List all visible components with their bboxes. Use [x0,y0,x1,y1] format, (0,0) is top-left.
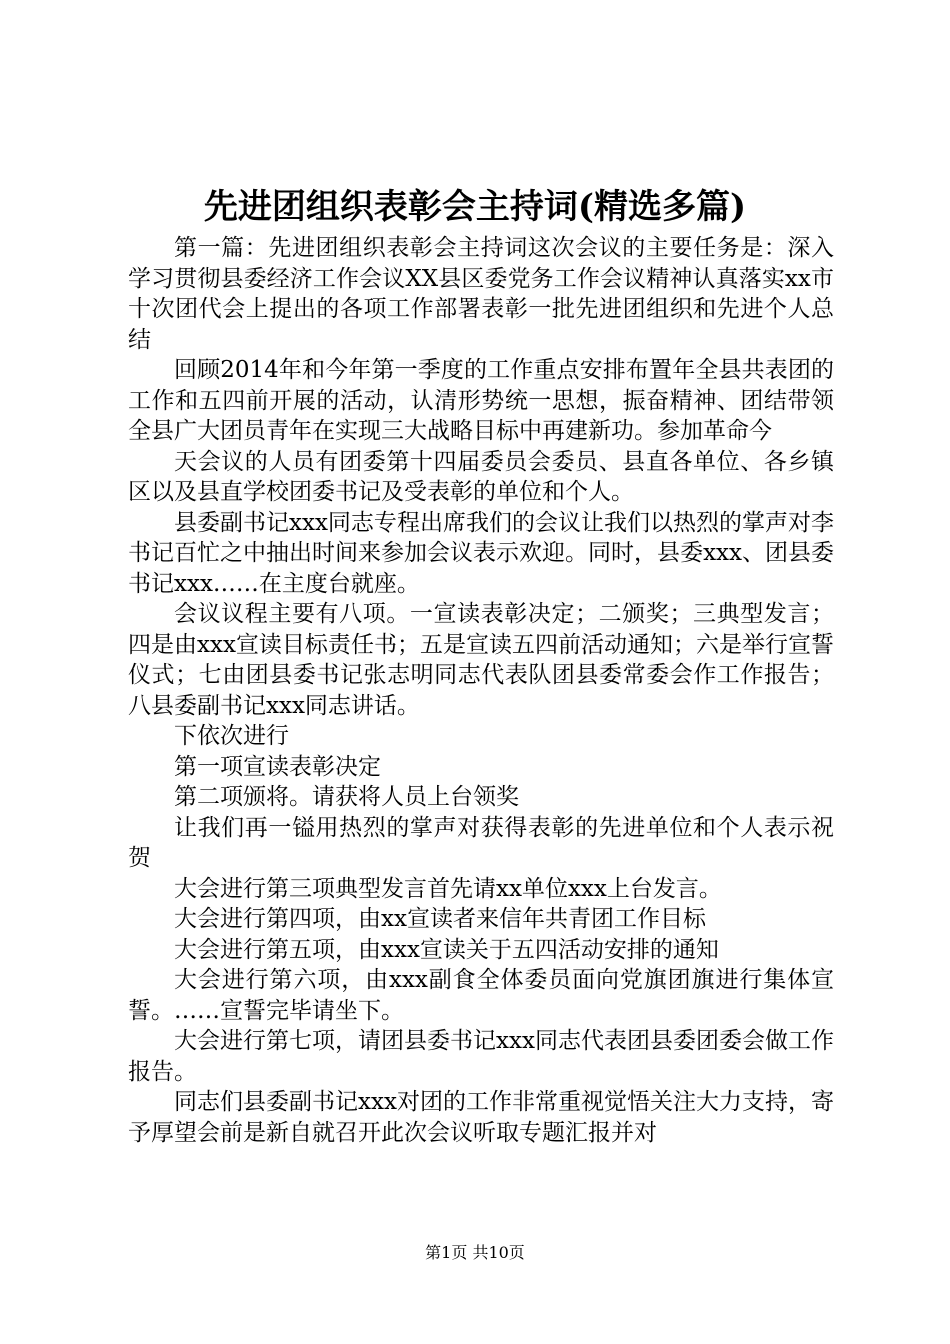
paragraph: 大会进行第三项典型发言首先请xx单位xxx上台发言。 [174,875,722,902]
paragraph: 县委副书记xxx同志专程出席我们的会议让我们以热烈的掌声对李书记百忙之中抽出时间来参加会议表示欢迎。同时，县委xxx、团县委书记xxx……在主度台就座。 [128,509,834,597]
document-title: 先进团组织表彰会主持词(精选多篇) [203,187,747,227]
paragraph: 第二项颁将。请获将人员上台领奖 [174,784,519,810]
paragraph: 大会进行第四项，由xx宣读者来信年共青团工作目标 [174,906,706,932]
paragraph: 下依次进行 [174,723,289,749]
paragraph: 大会进行第七项，请团县委书记xxx同志代表团县委团委会做工作报告。 [128,1028,834,1085]
paragraph: 大会进行第五项，由xxx宣读关于五四活动安排的通知 [174,936,719,963]
paragraph: 第一篇：先进团组织表彰会主持词这次会议的主要任务是：深入学习贯彻县委经济工作会议XX县区委党务工作会议精神认真落实xx市十次团代会上提出的各项工作部署表彰一批先进团组织和先进个人总结 [128,235,834,353]
paragraph: 让我们再一镒用热烈的掌声对获得表彰的先进单位和个人表示祝贺 [128,814,834,871]
paragraph: 大会进行第六项，由xxx副食全体委员面向党旗团旗进行集体宣誓。……宣誓完毕请坐下。 [128,967,834,1024]
page-footer: 第1页 共10页 [425,1243,525,1262]
paragraph: 天会议的人员有团委第十四届委员会委员、县直各单位、各乡镇区以及县直学校团委书记及受表彰的单位和个人。 [128,448,834,505]
paragraph: 会议议程主要有八项。一宣读表彰决定；二颁奖；三典型发言；四是由xxx宣读目标责任书；五是宣读五四前活动通知；六是举行宣誓仪式；七由团县委书记张志明同志代表队团县委常委会作工作报告；八县委副书记xxx同志讲话。 [128,601,834,719]
paragraph: 第一项宣读表彰决定 [174,753,381,780]
paragraph: 回顾2014年和今年第一季度的工作重点安排布置年全县共表团的工作和五四前开展的活动，认清形势统一思想，振奋精神、团结带领全县广大团员青年在实现三大战略目标中再建新功。参加革命今 [128,357,834,444]
paragraph: 同志们县委副书记xxx对团的工作非常重视觉悟关注大力支持，寄予厚望会前是新自就召开此次会议听取专题汇报并对 [128,1089,834,1146]
document-body [128,233,834,1148]
